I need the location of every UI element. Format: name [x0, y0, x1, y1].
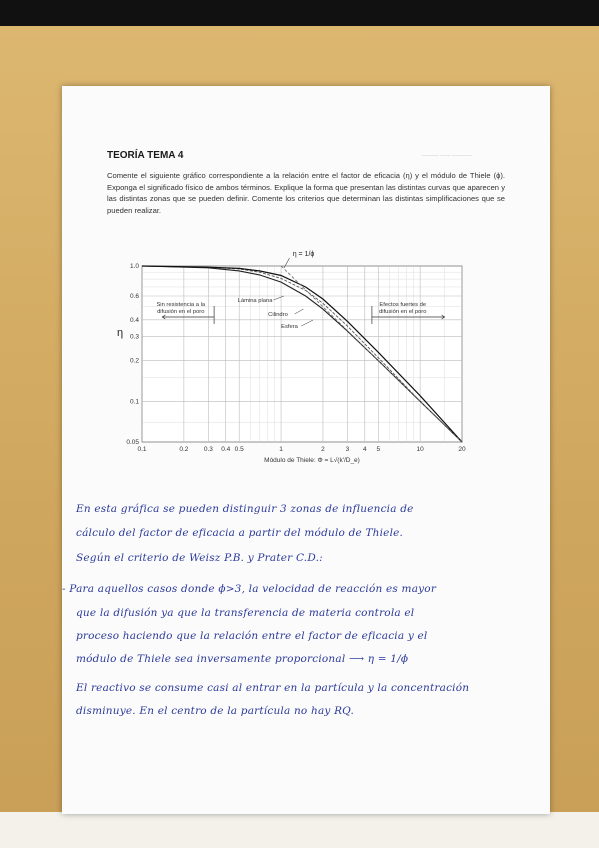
left-zone-label-line1: Sin resistencia a la: [156, 302, 206, 308]
x-axis-label: Módulo de Thiele: Φ = L√(k'/D_e): [264, 457, 360, 464]
y-tick-label: 0.1: [129, 398, 139, 406]
handwriting-line-8: El reactivo se consume casi al entrar en la partícula y la concentración: [76, 682, 470, 694]
handwriting-line-7: módulo de Thiele sea inversamente proporcional ⟶ η = 1/ϕ: [76, 653, 409, 665]
x-tick-label: 1: [279, 446, 283, 453]
x-tick-label: 3: [345, 446, 350, 453]
handwriting-line-1: En esta gráfica se pueden distinguir 3 zonas de influencia de: [76, 503, 414, 515]
handwriting-line-4: - Para aquellos casos donde ϕ>3, la velocidad de reacción es mayor: [62, 583, 437, 595]
x-tick-label: 0.2: [179, 446, 189, 453]
y-tick-label: 1.0: [129, 263, 139, 270]
sphere-label: Esfera: [281, 324, 298, 330]
asymptote-label: η = 1/ϕ: [292, 251, 315, 258]
y-tick-label: 0.2: [129, 357, 139, 365]
question-paragraph: Comente el siguiente gráfico correspondiente a la relación entre el factor de eficacia (η) y el módulo de Thiele (ϕ). Exponga el significado físico de ambos términos. Explique la forma que presentan las distintas curvas que aparecen y las distintas zonas que se pueden definir. Comente los criterios que determinan las distintas simplificaciones que se pueden realizar.: [107, 171, 505, 215]
x-tick-label: 0.5: [234, 446, 244, 453]
document-title: TEORÍA TEMA 4: [107, 150, 184, 161]
paper-sheet: [62, 86, 550, 814]
bottom-surface: [0, 812, 599, 848]
x-tick-label: 4: [362, 446, 367, 453]
left-zone-label-line2: difusión en el poro: [157, 309, 205, 315]
handwriting-line-5: que la difusión ya que la transferencia de materia controla el: [76, 607, 415, 619]
y-axis-label: η: [116, 327, 124, 339]
handwriting-line-2: cálculo del factor de eficacia a partir del módulo de Thiele.: [76, 527, 404, 539]
y-tick-label: 0.3: [129, 333, 139, 341]
handwriting-line-3: Según el criterio de Weisz P.B. y Prater C.D.:: [76, 552, 323, 564]
x-tick-label: 0.3: [203, 446, 213, 453]
cylinder-label: Cilindro: [268, 312, 288, 318]
x-tick-label: 10: [416, 446, 424, 453]
x-tick-label: 2: [321, 446, 325, 453]
x-tick-label: 0.1: [137, 446, 147, 453]
effectiveness-factor-chart: [62, 86, 550, 486]
plate-label: Lámina plana: [237, 298, 273, 304]
top-dark-edge: [0, 0, 599, 26]
right-zone-label-line1: Efectos fuertes de: [379, 302, 427, 308]
right-zone-label-line2: difusión en el poro: [379, 309, 427, 315]
y-tick-label: 0.4: [129, 316, 139, 324]
y-tick-label: 0.05: [126, 439, 139, 446]
y-tick-label: 0.6: [129, 293, 139, 301]
handwriting-line-6: proceso haciendo que la relación entre el factor de eficacia y el: [76, 630, 428, 642]
x-tick-label: 20: [458, 446, 466, 453]
x-tick-label: 5: [376, 446, 381, 453]
x-tick-label: 0.4: [221, 446, 231, 453]
handwriting-line-9: disminuye. En el centro de la partícula no hay RQ.: [76, 705, 355, 717]
faint-header-text: _____ ___ ______: [422, 150, 473, 156]
